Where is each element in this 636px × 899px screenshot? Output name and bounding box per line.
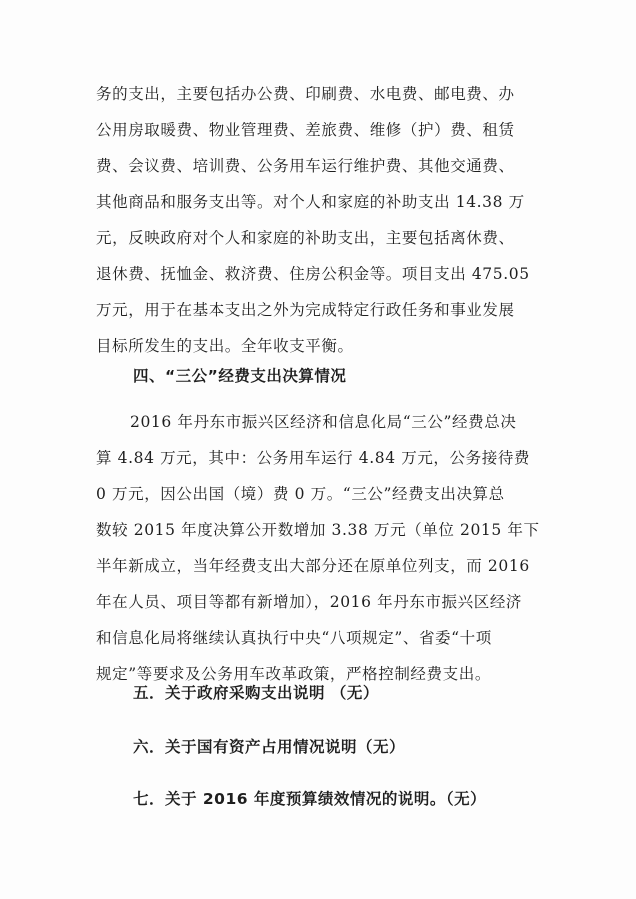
- text-line: 退休费、抚恤金、救济费、住房公积金等。项目支出 475.05: [96, 265, 530, 283]
- expenditure-paragraph: [96, 76, 556, 364]
- section-heading-seven: 七．关于 2016 年度预算绩效情况的说明。（无）: [133, 790, 487, 808]
- text-line: 算 4.84 万元，其中：公务用车运行 4.84 万元，公务接待费: [96, 449, 531, 467]
- text-line: 万元，用于在基本支出之外为完成特定行政任务和事业发展: [96, 301, 515, 319]
- text-line: 年在人员、项目等都有新增加），2016 年丹东市振兴区经济: [96, 593, 523, 611]
- text-line: 费、会议费、培训费、公务用车运行维护费、其他交通费、: [96, 157, 515, 175]
- three-public-funds-paragraph: [96, 404, 556, 692]
- text-line: 数较 2015 年度决算公开数增加 3.38 万元（单位 2015 年下: [96, 521, 540, 539]
- text-line: 和信息化局将继续认真执行中央“八项规定”、省委“十项: [96, 629, 492, 647]
- text-line: 公用房取暖费、物业管理费、差旅费、维修（护）费、租赁: [96, 121, 515, 139]
- text-line: 2016 年丹东市振兴区经济和信息化局“三公”经费总决: [130, 413, 517, 431]
- text-line: 规定”等要求及公务用车改革政策，严格控制经费支出。: [96, 665, 491, 683]
- section-heading-five: 五．关于政府采购支出说明 （无）: [133, 684, 379, 702]
- text-line: 其他商品和服务支出等。对个人和家庭的补助支出 14.38 万: [96, 193, 525, 211]
- section-heading-six: 六．关于国有资产占用情况说明（无）: [133, 738, 406, 756]
- text-line: 0 万元，因公出国（境）费 0 万。“三公”经费支出决算总: [96, 485, 505, 503]
- text-line: 元，反映政府对个人和家庭的补助支出，主要包括离休费、: [96, 229, 515, 247]
- text-line: 半年新成立，当年经费支出大部分还在原单位列支，而 2016: [96, 557, 530, 575]
- text-line: 务的支出，主要包括办公费、印刷费、水电费、邮电费、办: [96, 85, 515, 103]
- section-heading-four: 四、“三公”经费支出决算情况: [133, 367, 347, 385]
- text-line: 目标所发生的支出。全年收支平衡。: [96, 337, 354, 355]
